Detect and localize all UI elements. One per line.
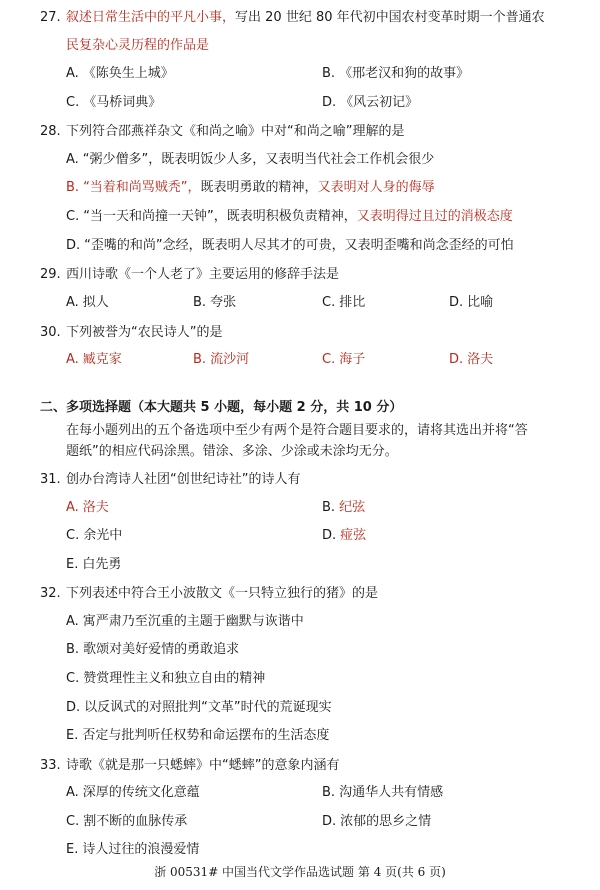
question-33 (40, 758, 339, 774)
question-stem: 下列表述中符合王小波散文《一只特立独行的猪》的是 (66, 586, 379, 601)
question-stem-highlight: 民复杂心灵历程的作品是 (66, 38, 210, 53)
question-number: 28. (40, 124, 61, 139)
option-c: C. 《马桥词典》 (66, 95, 162, 110)
option-a: A. 拟人 (66, 295, 109, 310)
question-number: 32. (40, 586, 61, 601)
question-stem-highlight: 叙述日常生活中的平凡小事， (66, 10, 236, 25)
question-27-continued (66, 38, 209, 54)
option-d: D. 以反讽式的对照批判“文革”时代的荒诞现实 (66, 700, 332, 715)
question-number: 31. (40, 472, 61, 487)
question-number: 27. (40, 10, 61, 25)
section-instructions: 在每小题列出的五个备选项中至少有两个是符合题目要求的，请将其选出并将“答 (66, 423, 528, 438)
question-27 (40, 10, 545, 26)
question-stem: 诗歌《就是那一只蟋蟀》中“蟋蟀”的意象内涵有 (66, 758, 340, 773)
option-a: A. “粥少僧多”，既表明饭少人多，又表明当代社会工作机会很少 (66, 152, 435, 167)
option-c: C. 排比 (322, 295, 366, 310)
option-b: B. 沟通华人共有情感 (322, 785, 444, 800)
question-28 (40, 124, 404, 140)
question-number: 30. (40, 325, 61, 340)
question-stem: 创办台湾诗人社团“创世纪诗社”的诗人有 (66, 472, 301, 487)
option-e: E. 否定与批判听任权势和命运摆布的生活态度 (66, 728, 330, 743)
question-stem: 西川诗歌《一个人老了》主要运用的修辞手法是 (66, 267, 340, 282)
option-a: A. 臧克家 (66, 352, 122, 367)
option-d: D. 痖弦 (322, 528, 367, 543)
page-footer (0, 866, 600, 878)
option-d: D. 洛夫 (449, 352, 494, 367)
question-31 (40, 472, 300, 488)
option-b: B. “当着和尚骂贼秃”，既表明勇敢的精神，又表明对人身的侮辱 (66, 180, 435, 195)
option-c: C. 割不断的血脉传承 (66, 814, 188, 829)
option-a: A. 寓严肃乃至沉重的主题于幽默与诙谐中 (66, 614, 304, 629)
option-e: E. 诗人过往的浪漫爱情 (66, 842, 200, 857)
option-b: B. 《邢老汉和狗的故事》 (322, 66, 470, 81)
option-b: B. 流沙河 (193, 352, 250, 367)
question-stem: 下列符合邵燕祥杂文《和尚之喻》中对“和尚之喻”理解的是 (66, 124, 405, 139)
section-instructions-continued: 题纸”的相应代码涂黑。错涂、多涂、少涂或未涂均无分。 (66, 444, 398, 459)
option-c: C. 赞赏理性主义和独立自由的精神 (66, 671, 266, 686)
question-number: 29. (40, 267, 61, 282)
option-c: C. 余光中 (66, 528, 123, 543)
footer-text: 浙 00531# 中国当代文学作品选试题 第 4 页(共 6 页) (154, 865, 446, 879)
option-a: A. 洛夫 (66, 500, 109, 515)
question-30 (40, 325, 222, 341)
question-number: 33. (40, 758, 61, 773)
option-e: E. 白先勇 (66, 557, 122, 572)
option-d: D. 《风云初记》 (322, 95, 419, 110)
option-c: C. 海子 (322, 352, 366, 367)
option-c: C. “当一天和尚撞一天钟”，既表明积极负责精神，又表明得过且过的消极态度 (66, 209, 513, 224)
option-a: A. 《陈奂生上城》 (66, 66, 174, 81)
option-d: D. 浓郁的思乡之情 (322, 814, 432, 829)
question-29 (40, 267, 339, 283)
section-title: 二、多项选择题（本大题共 5 小题，每小题 2 分，共 10 分） (40, 400, 403, 415)
option-d: D. “歪嘴的和尚”念经，既表明人尽其才的可贵，又表明歪嘴和尚念歪经的可怕 (66, 238, 514, 253)
option-b: B. 纪弦 (322, 500, 366, 515)
question-32 (40, 586, 378, 602)
option-a: A. 深厚的传统文化意蕴 (66, 785, 200, 800)
option-b: B. 歌颂对美好爱情的勇敢追求 (66, 642, 240, 657)
question-stem: 写出 20 世纪 80 年代初中国农村变革时期一个普通农 (235, 10, 545, 25)
option-b: B. 夸张 (193, 295, 237, 310)
question-stem: 下列被誉为“农民诗人”的是 (66, 325, 223, 340)
option-d: D. 比喻 (449, 295, 494, 310)
